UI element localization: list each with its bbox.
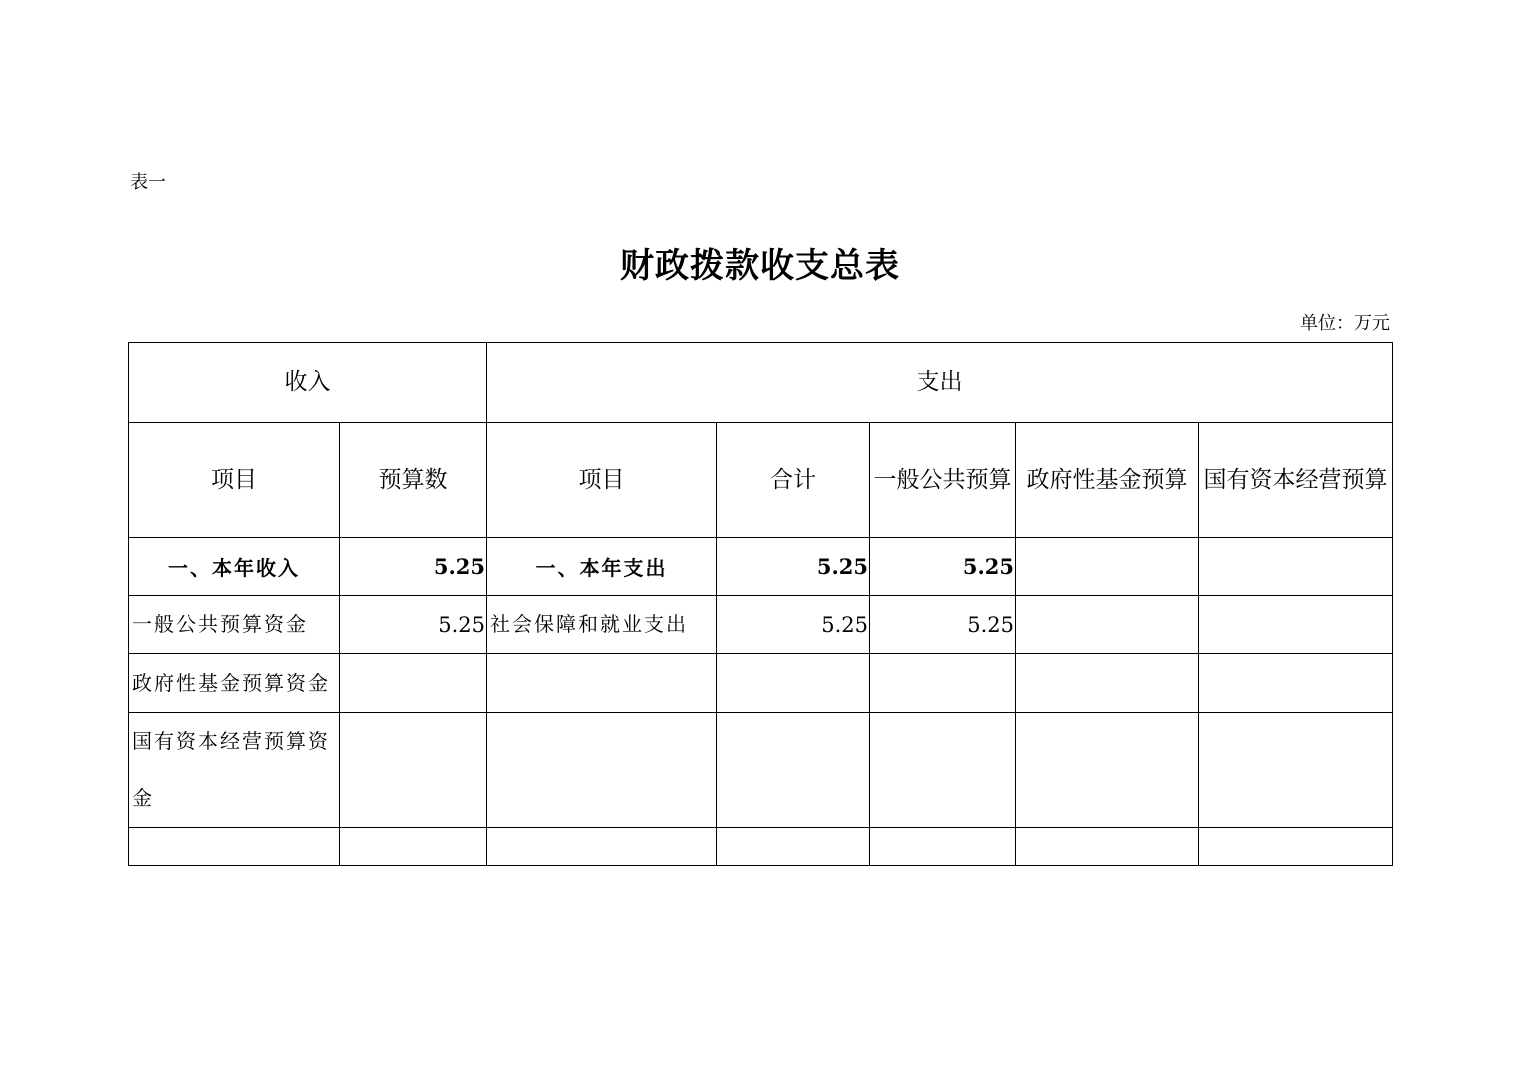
col-expense-item: 项目 [487, 423, 717, 538]
gov-fund-cell [1016, 538, 1199, 596]
expense-item-cell [487, 828, 717, 866]
table-row [129, 828, 1393, 866]
budget-cell [340, 654, 487, 713]
col-state-capital: 国有资本经营预算 [1199, 423, 1393, 538]
table-row [129, 654, 1393, 713]
total-cell [717, 828, 870, 866]
col-gov-fund: 政府性基金预算 [1016, 423, 1199, 538]
state-capital-cell [1199, 538, 1393, 596]
budget-cell: 5.25 [340, 596, 487, 654]
budget-cell [340, 828, 487, 866]
income-item-cell: 国有资本经营预算资金 [129, 713, 340, 828]
expense-header: 支出 [487, 343, 1393, 423]
col-budget: 预算数 [340, 423, 487, 538]
document-title: 财政拨款收支总表 [620, 246, 900, 286]
state-capital-cell [1199, 654, 1393, 713]
gov-fund-cell [1016, 654, 1199, 713]
budget-cell [340, 713, 487, 828]
col-income-item: 项目 [129, 423, 340, 538]
col-general-public: 一般公共预算 [870, 423, 1016, 538]
gov-fund-cell [1016, 713, 1199, 828]
general-public-cell [870, 654, 1016, 713]
table-row [129, 713, 1393, 828]
finance-table [128, 342, 1393, 866]
expense-item-cell [487, 713, 717, 828]
total-cell: 5.25 [717, 596, 870, 654]
total-cell [717, 654, 870, 713]
unit-label: 单位：万元 [1300, 313, 1390, 334]
income-item-cell: 政府性基金预算资金 [129, 654, 340, 713]
income-header: 收入 [129, 343, 487, 423]
income-item-cell [129, 828, 340, 866]
col-total: 合计 [717, 423, 870, 538]
general-public-cell [870, 828, 1016, 866]
general-public-cell [870, 713, 1016, 828]
header-row-top [129, 343, 1393, 423]
table-row [129, 596, 1393, 654]
expense-item-cell: 一、本年支出 [487, 538, 717, 596]
total-cell: 5.25 [717, 538, 870, 596]
general-public-cell: 5.25 [870, 538, 1016, 596]
state-capital-cell [1199, 596, 1393, 654]
state-capital-cell [1199, 713, 1393, 828]
gov-fund-cell [1016, 828, 1199, 866]
income-item-cell: 一、本年收入 [129, 538, 340, 596]
header-row-columns [129, 423, 1393, 538]
state-capital-cell [1199, 828, 1393, 866]
expense-item-cell [487, 654, 717, 713]
table-label: 表一 [130, 172, 166, 193]
general-public-cell: 5.25 [870, 596, 1016, 654]
expense-item-cell: 社会保障和就业支出 [487, 596, 717, 654]
income-item-cell: 一般公共预算资金 [129, 596, 340, 654]
total-cell [717, 713, 870, 828]
gov-fund-cell [1016, 596, 1199, 654]
budget-cell: 5.25 [340, 538, 487, 596]
table-row [129, 538, 1393, 596]
